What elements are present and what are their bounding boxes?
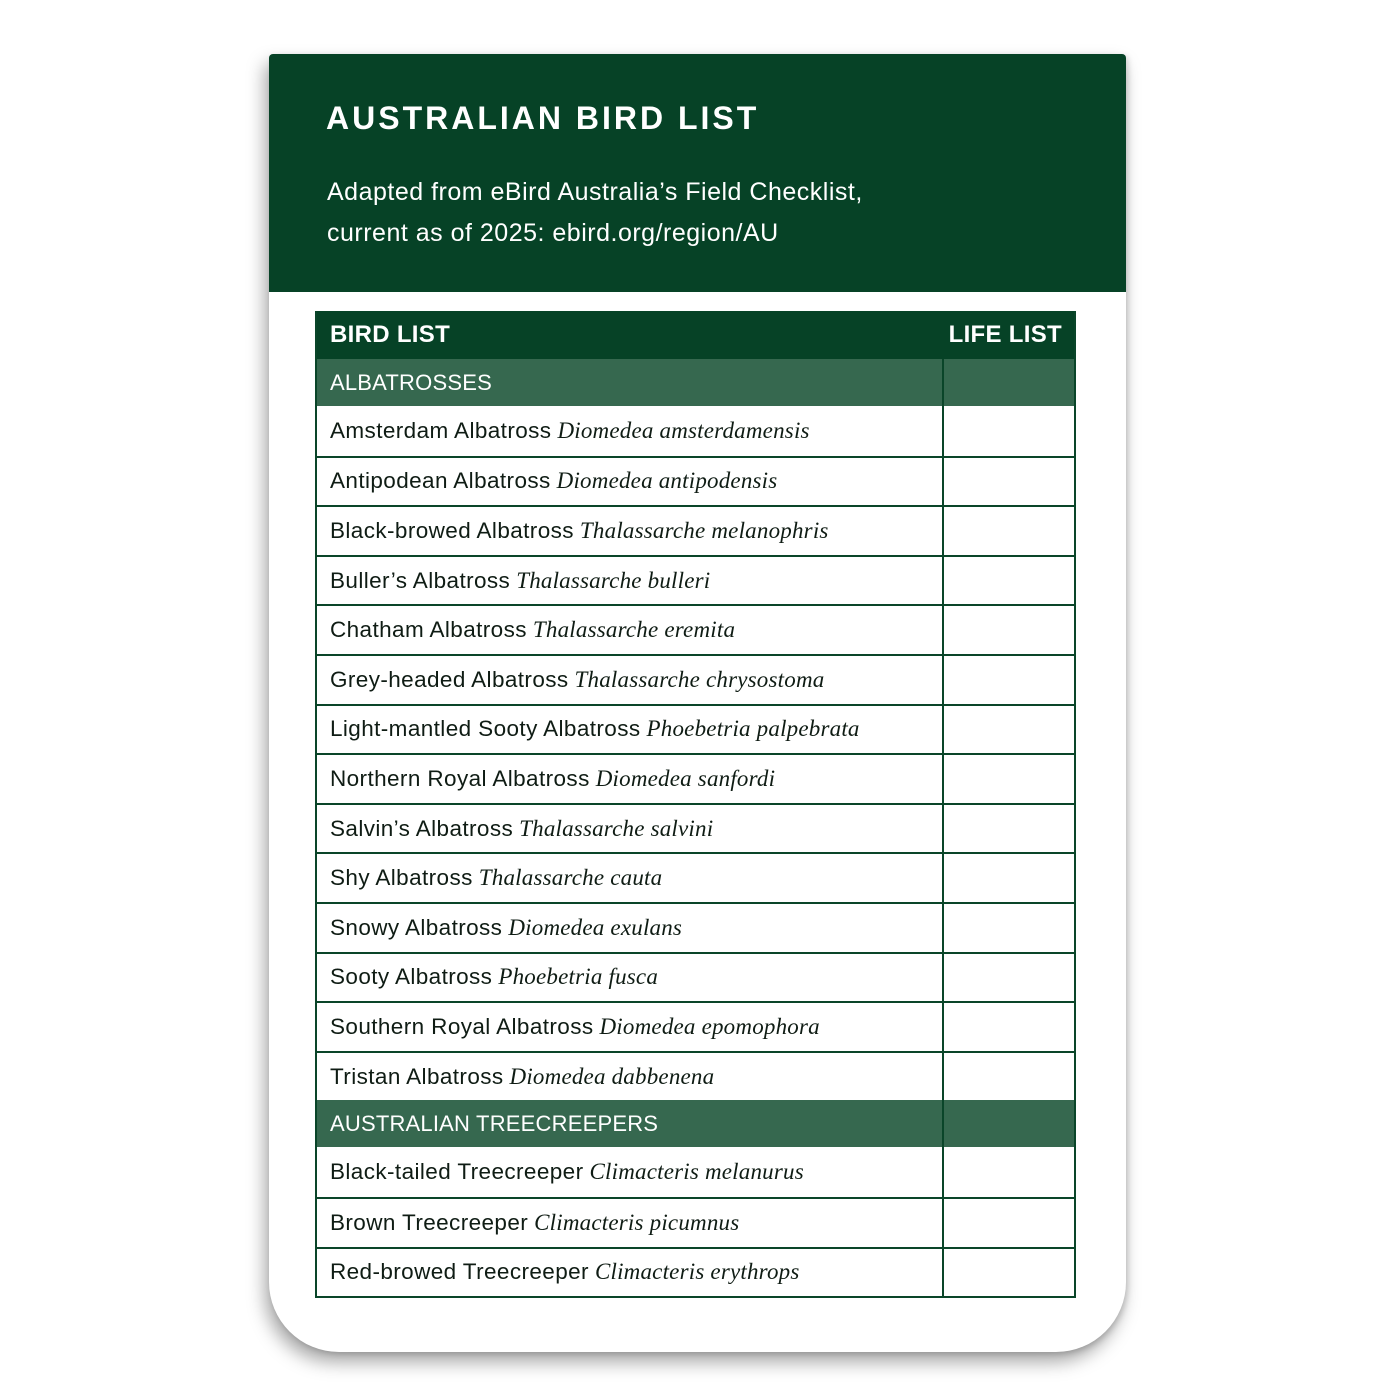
bird-scientific-name: Thalassarche bulleri bbox=[516, 567, 711, 593]
bird-common-name: Buller’s Albatross bbox=[330, 567, 511, 593]
life-list-checkbox[interactable] bbox=[942, 507, 1074, 555]
bird-row bbox=[317, 902, 1074, 952]
life-list-checkbox[interactable] bbox=[942, 904, 1074, 952]
card-subtitle bbox=[327, 172, 1087, 254]
column-header-bird-list: BIRD LIST bbox=[330, 321, 451, 348]
bird-name-cell bbox=[317, 755, 942, 803]
section-title: ALBATROSSES bbox=[330, 369, 492, 395]
bird-scientific-name: Diomedea sanfordi bbox=[595, 765, 776, 791]
life-list-checkbox[interactable] bbox=[942, 954, 1074, 1002]
bird-scientific-name: Thalassarche melanophris bbox=[579, 517, 829, 543]
bird-row bbox=[317, 704, 1074, 754]
bird-scientific-name: Climacteris erythrops bbox=[594, 1259, 800, 1285]
bird-common-name: Amsterdam Albatross bbox=[330, 417, 552, 443]
bird-row bbox=[317, 952, 1074, 1002]
section-title: AUSTRALIAN TREECREEPERS bbox=[330, 1110, 659, 1136]
bird-row bbox=[317, 803, 1074, 853]
bird-row bbox=[317, 604, 1074, 654]
bird-row bbox=[317, 1001, 1074, 1051]
bird-scientific-name: Diomedea antipodensis bbox=[556, 468, 778, 494]
life-list-checkbox[interactable] bbox=[942, 606, 1074, 654]
bird-scientific-name: Climacteris melanurus bbox=[589, 1159, 804, 1185]
bird-scientific-name: Climacteris picumnus bbox=[534, 1209, 740, 1235]
bird-name-cell bbox=[317, 954, 942, 1002]
bird-common-name: Brown Treecreeper bbox=[330, 1209, 529, 1235]
bird-name-cell bbox=[317, 507, 942, 555]
life-list-checkbox[interactable] bbox=[942, 458, 1074, 506]
bird-row bbox=[317, 1051, 1074, 1101]
bird-name-cell bbox=[317, 406, 942, 456]
bird-name-cell bbox=[317, 805, 942, 853]
life-list-checkbox[interactable] bbox=[942, 755, 1074, 803]
bird-row bbox=[317, 753, 1074, 803]
bird-name-cell bbox=[317, 1003, 942, 1051]
bird-row bbox=[317, 456, 1074, 506]
bird-common-name: Southern Royal Albatross bbox=[330, 1013, 594, 1039]
life-list-checkbox[interactable] bbox=[942, 656, 1074, 704]
life-list-checkbox[interactable] bbox=[942, 406, 1074, 456]
bird-scientific-name: Phoebetria fusca bbox=[498, 964, 659, 990]
life-list-checkbox[interactable] bbox=[942, 1147, 1074, 1197]
bird-scientific-name: Thalassarche chrysostoma bbox=[574, 666, 825, 692]
section-check-cell bbox=[942, 359, 1074, 406]
bird-row bbox=[317, 555, 1074, 605]
bird-name-cell bbox=[317, 1199, 942, 1247]
bird-scientific-name: Thalassarche salvini bbox=[519, 815, 714, 841]
bird-scientific-name: Thalassarche cauta bbox=[478, 865, 663, 891]
bird-name-cell bbox=[317, 1053, 942, 1101]
bird-row bbox=[317, 406, 1074, 456]
bird-name-cell bbox=[317, 1249, 942, 1297]
card-title: AUSTRALIAN BIRD LIST bbox=[326, 100, 760, 136]
section-header-row bbox=[317, 359, 1074, 406]
bird-common-name: Black-tailed Treecreeper bbox=[330, 1159, 584, 1185]
bird-row bbox=[317, 1197, 1074, 1247]
bird-common-name: Tristan Albatross bbox=[330, 1063, 504, 1089]
bird-scientific-name: Phoebetria palpebrata bbox=[646, 716, 860, 742]
bird-name-cell bbox=[317, 656, 942, 704]
table-header-row bbox=[317, 311, 1074, 359]
bird-common-name: Salvin’s Albatross bbox=[330, 815, 514, 841]
bird-row bbox=[317, 654, 1074, 704]
life-list-checkbox[interactable] bbox=[942, 557, 1074, 605]
bird-common-name: Chatham Albatross bbox=[330, 617, 527, 643]
bird-row bbox=[317, 1147, 1074, 1197]
subtitle-line-2: current as of 2025: ebird.org/region/AU bbox=[327, 219, 779, 247]
bird-name-cell bbox=[317, 458, 942, 506]
life-list-checkbox[interactable] bbox=[942, 805, 1074, 853]
table-body bbox=[317, 359, 1074, 1296]
life-list-checkbox[interactable] bbox=[942, 1249, 1074, 1297]
bird-scientific-name: Diomedea amsterdamensis bbox=[557, 417, 810, 443]
bird-scientific-name: Diomedea epomophora bbox=[599, 1013, 820, 1039]
bird-scientific-name: Diomedea exulans bbox=[508, 914, 683, 940]
card-header bbox=[269, 54, 1126, 292]
bird-row bbox=[317, 852, 1074, 902]
bird-common-name: Red-browed Treecreeper bbox=[330, 1259, 589, 1285]
bird-name-cell bbox=[317, 557, 942, 605]
life-list-checkbox[interactable] bbox=[942, 706, 1074, 754]
bird-common-name: Shy Albatross bbox=[330, 865, 473, 891]
bird-name-cell bbox=[317, 606, 942, 654]
bird-name-cell bbox=[317, 706, 942, 754]
bird-common-name: Grey-headed Albatross bbox=[330, 666, 569, 692]
life-list-checkbox[interactable] bbox=[942, 1199, 1074, 1247]
bird-row bbox=[317, 505, 1074, 555]
subtitle-line-1: Adapted from eBird Australia’s Field Checklist, bbox=[327, 178, 863, 206]
bird-checklist-table bbox=[315, 311, 1076, 1298]
bird-list-card bbox=[269, 54, 1126, 1352]
bird-common-name: Northern Royal Albatross bbox=[330, 765, 590, 791]
bird-row bbox=[317, 1247, 1074, 1297]
life-list-checkbox[interactable] bbox=[942, 1053, 1074, 1101]
bird-common-name: Light-mantled Sooty Albatross bbox=[330, 716, 641, 742]
bird-common-name: Antipodean Albatross bbox=[330, 468, 551, 494]
bird-common-name: Snowy Albatross bbox=[330, 914, 503, 940]
bird-name-cell bbox=[317, 904, 942, 952]
bird-scientific-name: Thalassarche eremita bbox=[532, 617, 736, 643]
bird-name-cell bbox=[317, 1147, 942, 1197]
section-check-cell bbox=[942, 1100, 1074, 1147]
bird-scientific-name: Diomedea dabbenena bbox=[509, 1063, 715, 1089]
life-list-checkbox[interactable] bbox=[942, 1003, 1074, 1051]
bird-name-cell bbox=[317, 854, 942, 902]
column-header-life-list: LIFE LIST bbox=[948, 321, 1062, 348]
bird-common-name: Black-browed Albatross bbox=[330, 517, 574, 543]
life-list-checkbox[interactable] bbox=[942, 854, 1074, 902]
section-header-row bbox=[317, 1100, 1074, 1147]
bird-common-name: Sooty Albatross bbox=[330, 964, 493, 990]
